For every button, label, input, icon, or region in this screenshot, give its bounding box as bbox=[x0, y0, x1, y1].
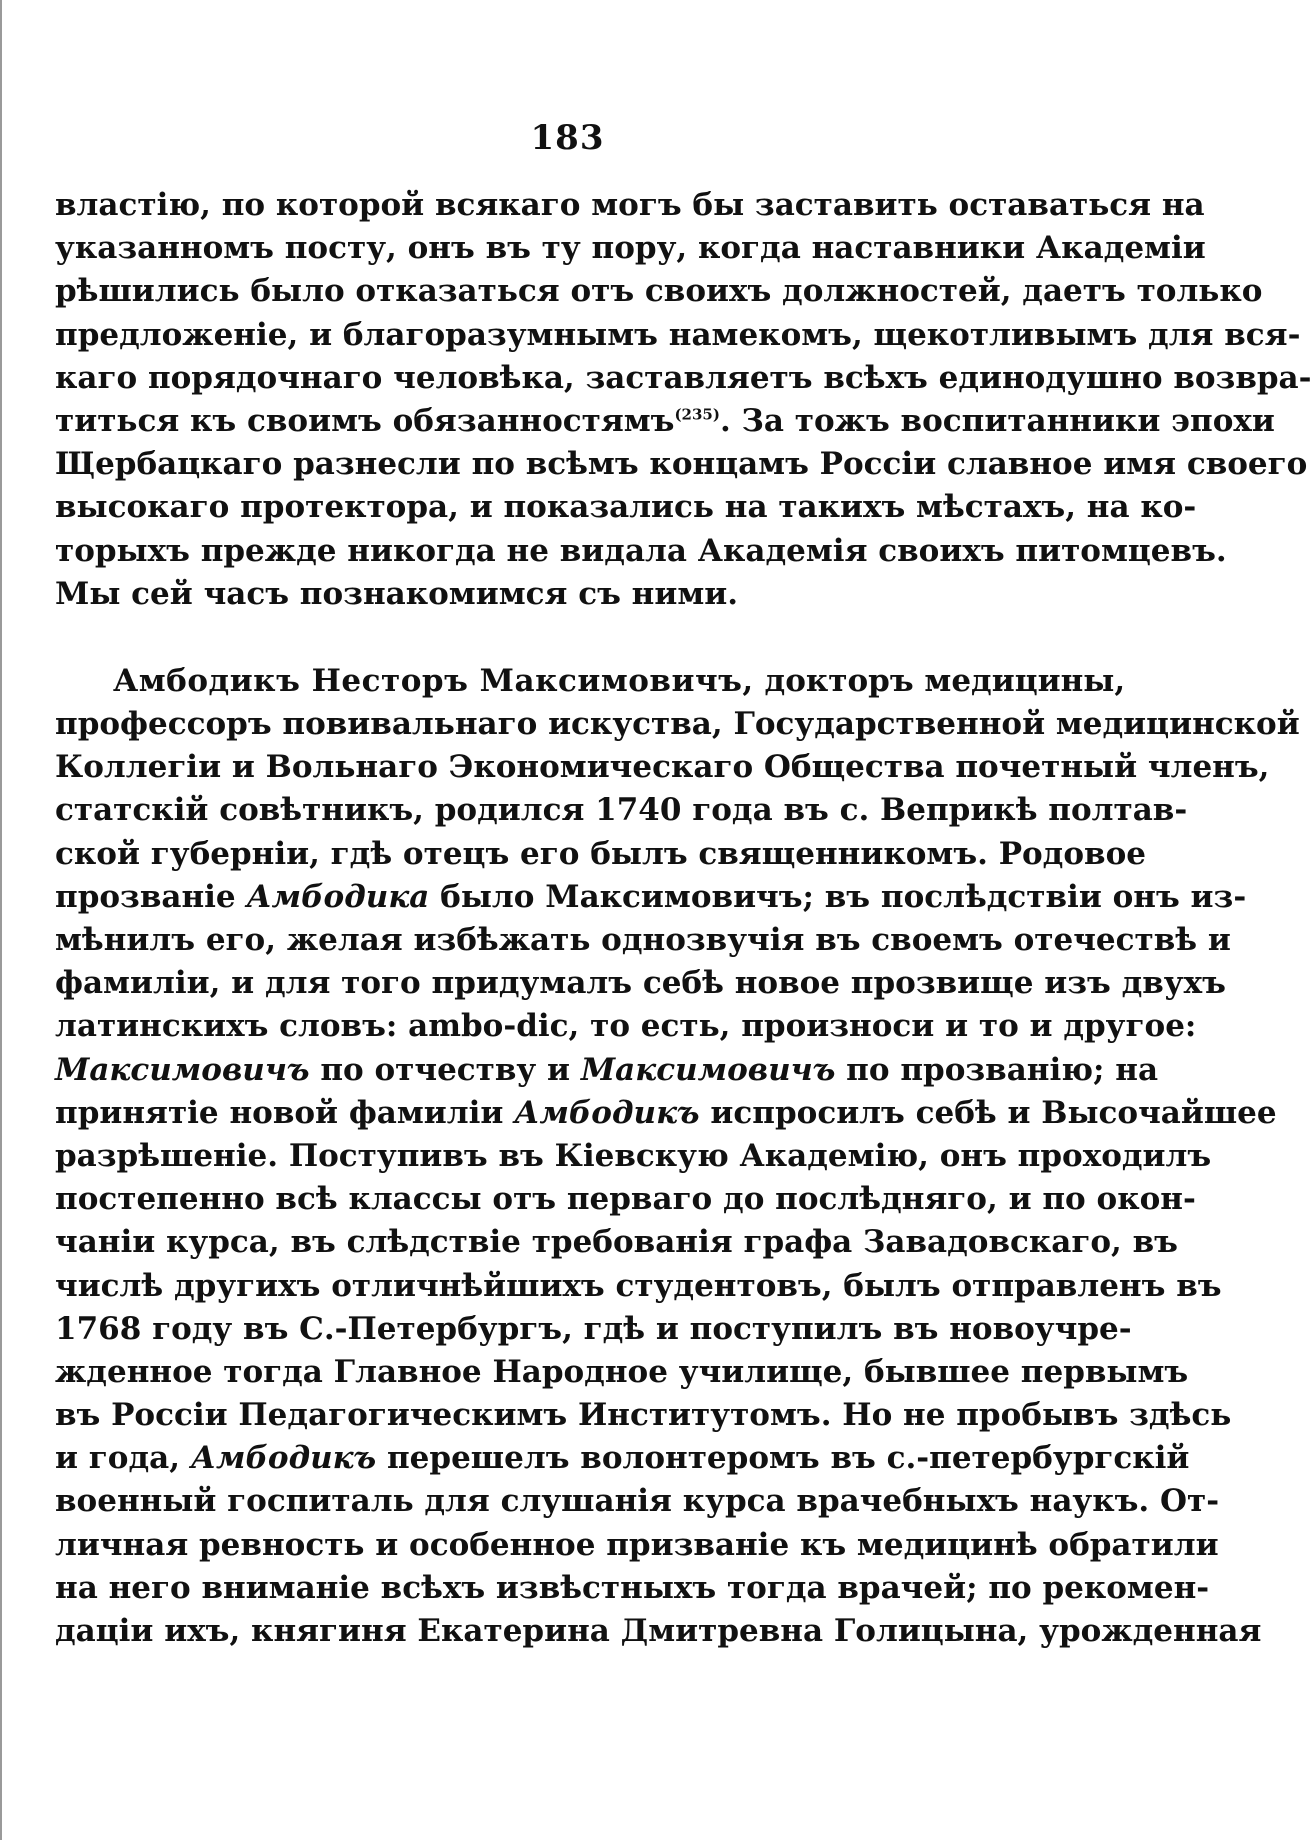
text-line: Коллегіи и Вольнаго Экономическаго Общества почетный членъ, bbox=[55, 749, 1270, 786]
text-segment: перешелъ волонтеромъ въ с.-петербургскій bbox=[376, 1440, 1190, 1477]
text-line: жденное тогда Главное Народное училище, бывшее первымъ bbox=[55, 1353, 1189, 1390]
paragraph-continuation bbox=[55, 184, 1312, 616]
page-number: 183 bbox=[530, 118, 605, 158]
text-line: указанномъ посту, онъ въ ту пору, когда наставники Академіи bbox=[55, 230, 1206, 267]
text-line: торыхъ прежде никогда не видала Академія своихъ питомцевъ. bbox=[55, 532, 1227, 569]
text-line: въ Россіи Педагогическимъ Институтомъ. Но не пробывъ здѣсь bbox=[55, 1397, 1232, 1434]
text-line: рѣшились было отказаться отъ своихъ должностей, даетъ только bbox=[55, 273, 1263, 310]
text-line: Мы сей часъ познакомимся съ ними. bbox=[55, 575, 739, 612]
text-line: чаніи курса, въ слѣдствіе требованія графа Завадовскаго, въ bbox=[55, 1224, 1178, 1261]
text-line bbox=[55, 400, 1275, 443]
italic-name: Амбодикъ bbox=[190, 1440, 377, 1477]
text-line bbox=[55, 876, 1247, 919]
text-segment: . За тожъ воспитанники эпохи bbox=[719, 402, 1275, 439]
text-line: разрѣшеніе. Поступивъ въ Кіевскую Академію, онъ проходилъ bbox=[55, 1137, 1212, 1174]
text-line bbox=[55, 1092, 1277, 1135]
text-segment: и года, bbox=[55, 1440, 191, 1477]
text-segment: было Максимовичъ; въ послѣдствіи онъ из- bbox=[429, 878, 1247, 915]
text-line: ской губерніи, гдѣ отецъ его былъ священникомъ. Родовое bbox=[55, 835, 1146, 872]
text-segment: по прозванію; на bbox=[835, 1051, 1159, 1088]
text-line bbox=[55, 1437, 1190, 1480]
text-line: статскій совѣтникъ, родился 1740 года въ с. Веприкѣ полтав- bbox=[55, 792, 1188, 829]
text-line: числѣ другихъ отличнѣйшихъ студентовъ, былъ отправленъ въ bbox=[55, 1267, 1222, 1304]
text-line: профессоръ повивальнаго искуства, Государственной медицинской bbox=[55, 706, 1300, 743]
text-segment: испросилъ себѣ и Высочайшее bbox=[699, 1094, 1277, 1131]
text-line: предложеніе, и благоразумнымъ намекомъ, щекотливымъ для вся- bbox=[55, 316, 1301, 353]
text-line bbox=[55, 1049, 1159, 1092]
text-line: на него вниманіе всѣхъ извѣстныхъ тогда врачей; по рекомен- bbox=[55, 1569, 1210, 1606]
text-line: военный госпиталь для слушанія курса врачебныхъ наукъ. От- bbox=[55, 1483, 1220, 1520]
entry-name: Амбодикъ Несторъ Максимовичъ, bbox=[113, 662, 754, 699]
text-line: мѣнилъ его, желая избѣжать однозвучія въ своемъ отечествѣ и bbox=[55, 922, 1231, 958]
text-line: постепенно всѣ классы отъ перваго до послѣдняго, и по окон- bbox=[55, 1181, 1196, 1218]
text-line: каго порядочнаго человѣка, заставляетъ всѣхъ единодушно возвра- bbox=[55, 359, 1312, 396]
text-segment: принятіе новой фамиліи bbox=[55, 1094, 515, 1131]
text-segment: по отчеству и bbox=[309, 1051, 581, 1088]
text-line: властію, по которой всякаго могъ бы заставить оставаться на bbox=[55, 187, 1205, 223]
text-segment: докторъ медицины, bbox=[753, 662, 1126, 699]
text-line: даціи ихъ, княгиня Екатерина Дмитревна Голицына, урожденная bbox=[55, 1613, 1262, 1649]
text-line: фамиліи, и для того придумалъ себѣ новое прозвище изъ двухъ bbox=[55, 965, 1226, 1002]
italic-name: Максимовичъ bbox=[580, 1051, 836, 1088]
text-line: высокаго протектора, и показались на такихъ мѣстахъ, на ко- bbox=[55, 489, 1197, 526]
text-line: 1768 году въ С.-Петербургъ, гдѣ и поступилъ въ новоучре- bbox=[55, 1310, 1132, 1347]
text-segment: титься къ своимъ обязанностямъ bbox=[55, 402, 675, 439]
text-line: латинскихъ словъ: ambo-dic, то есть, произноси и то и другое: bbox=[55, 1008, 1197, 1045]
page-edge-rule bbox=[0, 0, 2, 1840]
italic-name: Амбодикъ bbox=[514, 1094, 700, 1131]
footnote-reference: (235) bbox=[674, 405, 720, 424]
biography-entry-ambodik bbox=[55, 660, 1300, 1653]
book-page bbox=[55, 118, 1312, 1653]
text-line bbox=[55, 660, 1126, 703]
italic-name: Максимовичъ bbox=[55, 1051, 310, 1088]
text-segment: прозваніе bbox=[55, 878, 247, 915]
text-line: Щербацкаго разнесли по всѣмъ концамъ Россіи славное имя своего bbox=[55, 446, 1308, 483]
text-line: личная ревность и особенное призваніе къ медицинѣ обратили bbox=[55, 1526, 1219, 1563]
italic-name: Амбодика bbox=[246, 878, 430, 915]
